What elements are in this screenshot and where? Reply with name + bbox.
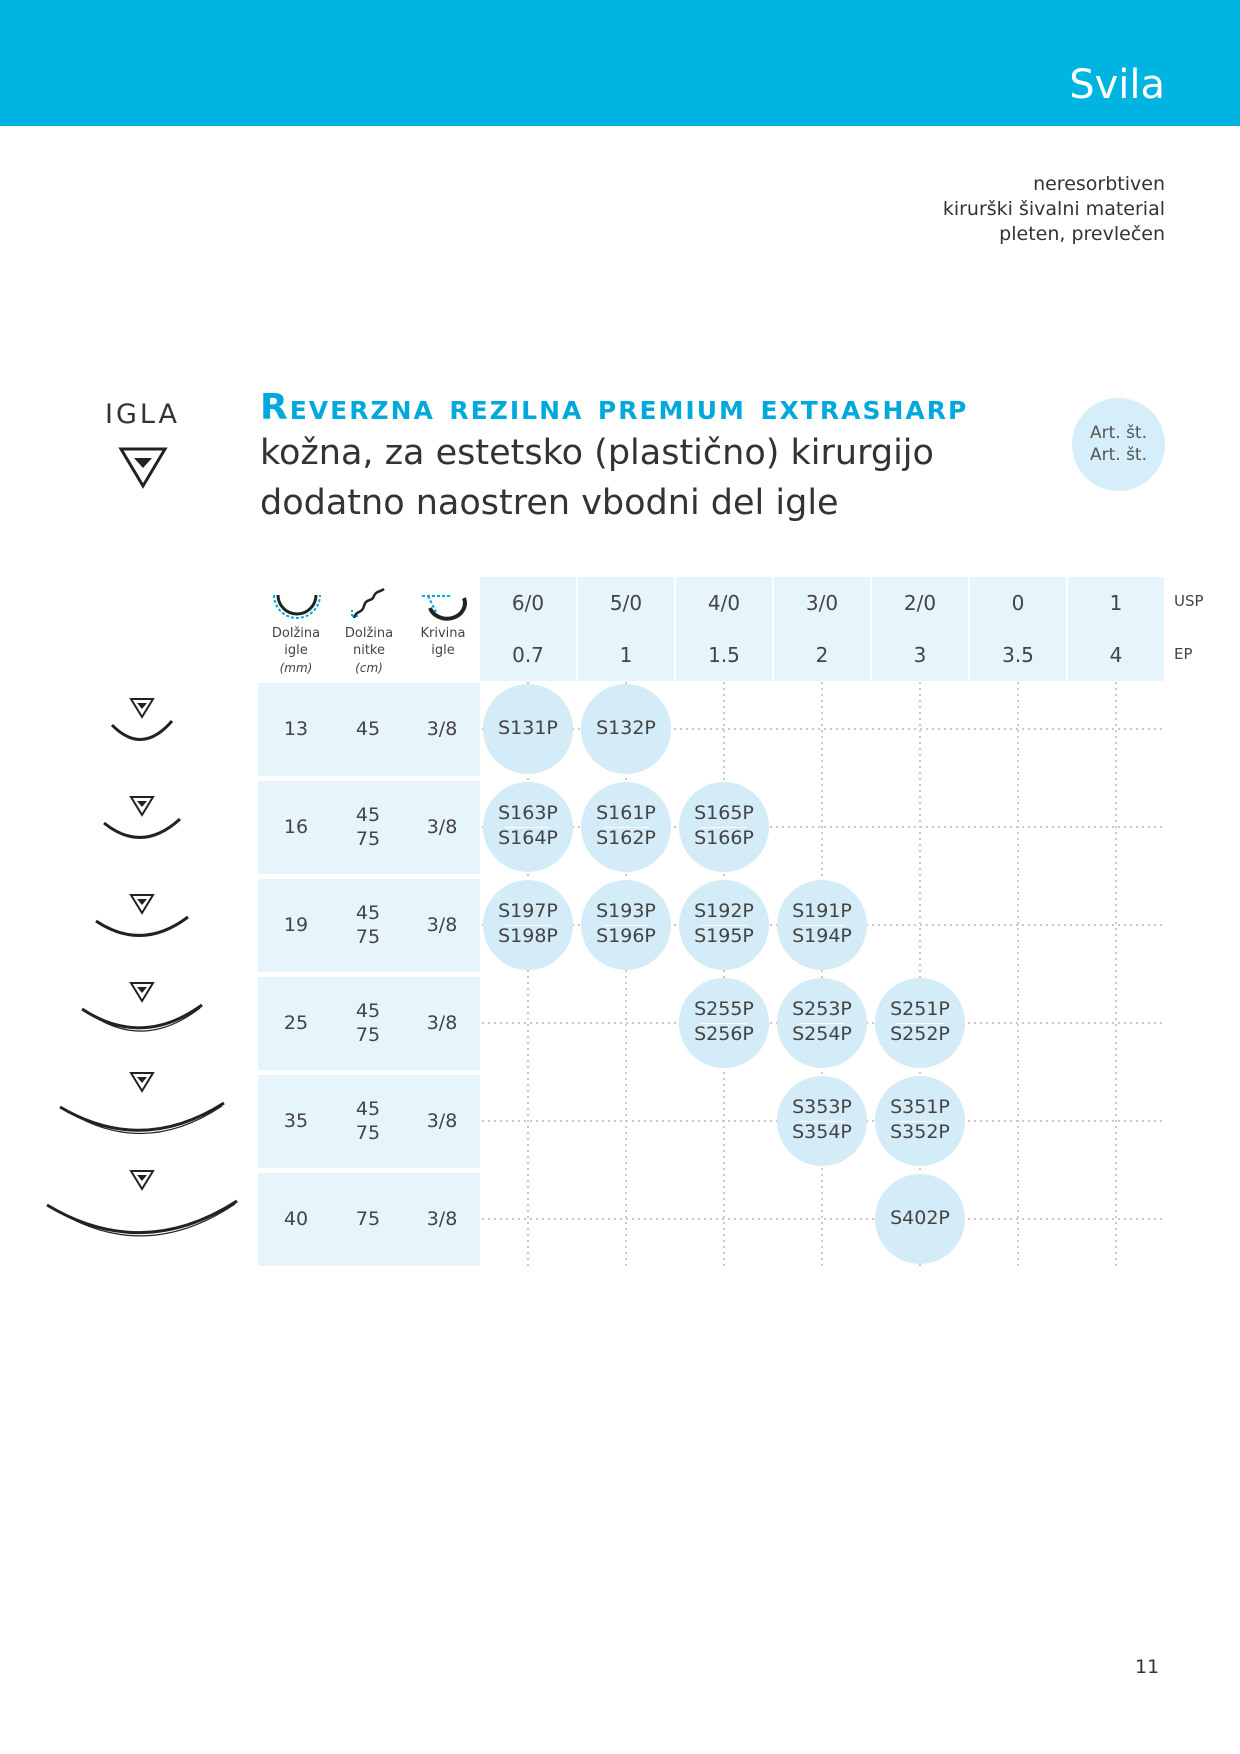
product-code-circle bbox=[581, 782, 671, 872]
curved-needle-icon bbox=[12, 679, 272, 779]
usp-size: 3/0 bbox=[805, 591, 839, 615]
header-line: igle bbox=[284, 643, 308, 658]
product-code: S196P bbox=[596, 925, 656, 947]
curvature-value: 3/8 bbox=[426, 1012, 458, 1034]
product-code-circle bbox=[679, 978, 769, 1068]
product-code-circle bbox=[483, 782, 573, 872]
product-code-circle bbox=[483, 880, 573, 970]
curvature-value: 3/8 bbox=[426, 816, 458, 838]
product-code: S256P bbox=[694, 1023, 754, 1045]
product-code-circle bbox=[679, 782, 769, 872]
needle-length-value: 35 bbox=[283, 1110, 309, 1132]
product-code: S354P bbox=[792, 1121, 852, 1143]
needle-length-value: 25 bbox=[283, 1012, 309, 1034]
product-code: S253P bbox=[792, 998, 852, 1020]
usp-size: 1 bbox=[1109, 591, 1123, 615]
product-code-circle bbox=[875, 1076, 965, 1166]
product-code: S194P bbox=[792, 925, 852, 947]
usp-size: 0 bbox=[1011, 591, 1025, 615]
product-code: S192P bbox=[694, 900, 754, 922]
ep-size: 1 bbox=[619, 643, 633, 667]
usp-size: 6/0 bbox=[511, 591, 545, 615]
product-code: S353P bbox=[792, 1096, 852, 1118]
header-line: Dolžina bbox=[344, 626, 394, 641]
product-code: S402P bbox=[890, 1207, 950, 1229]
curvature-value: 3/8 bbox=[426, 1110, 458, 1132]
header-line: Dolžina bbox=[271, 626, 321, 641]
product-code-circle bbox=[581, 880, 671, 970]
header-line: Krivina bbox=[420, 626, 466, 641]
product-code: S161P bbox=[596, 802, 656, 824]
needle-length-value: 40 bbox=[283, 1208, 309, 1230]
description-line: neresorbtiven bbox=[1033, 173, 1165, 195]
thread-length-value: 45 bbox=[355, 1000, 381, 1022]
needle-length-value: 13 bbox=[283, 718, 309, 740]
curved-needle-icon bbox=[12, 973, 272, 1073]
usp-size: 5/0 bbox=[609, 591, 643, 615]
usp-size: 4/0 bbox=[707, 591, 741, 615]
ep-size: 3.5 bbox=[1002, 643, 1034, 667]
product-line-2: dodatno naostren vbodni del igle bbox=[260, 483, 839, 523]
description-line: kirurški šivalni material bbox=[942, 198, 1165, 220]
thread-length-value: 45 bbox=[355, 804, 381, 826]
product-code: S165P bbox=[694, 802, 754, 824]
curvature-value: 3/8 bbox=[426, 1208, 458, 1230]
ep-size: 4 bbox=[1109, 643, 1123, 667]
product-code: S164P bbox=[498, 827, 558, 849]
ep-size: 3 bbox=[913, 643, 927, 667]
ep-size: 2 bbox=[815, 643, 829, 667]
product-code: S351P bbox=[890, 1096, 950, 1118]
curvature-value: 3/8 bbox=[426, 914, 458, 936]
thread-length-value: 75 bbox=[355, 828, 381, 850]
product-code: S131P bbox=[498, 717, 558, 739]
product-code: S132P bbox=[596, 717, 656, 739]
product-code-circle bbox=[875, 1174, 965, 1264]
product-code: S252P bbox=[890, 1023, 950, 1045]
product-code: S197P bbox=[498, 900, 558, 922]
curved-needle-icon bbox=[12, 1169, 272, 1269]
product-code-circle bbox=[875, 978, 965, 1068]
section-title: Svila bbox=[1069, 62, 1165, 108]
needle-label: IGLA bbox=[105, 399, 181, 430]
product-code: S254P bbox=[792, 1023, 852, 1045]
article-number-label: Art. št. bbox=[1089, 423, 1148, 443]
article-number-label: Art. št. bbox=[1089, 445, 1148, 465]
thread-length-value: 75 bbox=[355, 1122, 381, 1144]
thread-length-value: 45 bbox=[355, 1098, 381, 1120]
thread-length-value: 75 bbox=[355, 1208, 381, 1230]
product-code: S162P bbox=[596, 827, 656, 849]
product-code: S163P bbox=[498, 802, 558, 824]
usp-label: USP bbox=[1174, 592, 1204, 610]
product-code: S193P bbox=[596, 900, 656, 922]
page-number: 11 bbox=[1135, 1656, 1160, 1678]
curved-needle-icon bbox=[12, 1071, 272, 1171]
thread-length-value: 45 bbox=[355, 718, 381, 740]
curved-needle-icon bbox=[12, 875, 272, 975]
product-code: S255P bbox=[694, 998, 754, 1020]
thread-length-value: 75 bbox=[355, 926, 381, 948]
product-code: S191P bbox=[792, 900, 852, 922]
product-code-circle bbox=[483, 684, 573, 774]
product-title: Reverzna rezilna premium extrasharp bbox=[260, 387, 969, 428]
ep-size: 1.5 bbox=[708, 643, 740, 667]
thread-length-value: 75 bbox=[355, 1024, 381, 1046]
product-code-circle bbox=[777, 978, 867, 1068]
ep-size: 0.7 bbox=[512, 643, 544, 667]
thread-length-unit: (cm) bbox=[355, 661, 383, 675]
product-code: S195P bbox=[694, 925, 754, 947]
product-code: S198P bbox=[498, 925, 558, 947]
product-code: S166P bbox=[694, 827, 754, 849]
needle-length-value: 16 bbox=[283, 816, 309, 838]
header-line: igle bbox=[431, 643, 455, 658]
header-line: nitke bbox=[352, 643, 385, 658]
product-code-circle bbox=[581, 684, 671, 774]
curvature-value: 3/8 bbox=[426, 718, 458, 740]
curved-needle-icon bbox=[12, 777, 272, 877]
thread-length-value: 45 bbox=[355, 902, 381, 924]
needle-length-value: 19 bbox=[283, 914, 309, 936]
product-line-1: kožna, za estetsko (plastično) kirurgijo bbox=[260, 433, 934, 473]
needle-length-unit: (mm) bbox=[279, 661, 313, 675]
description-line: pleten, prevlečen bbox=[999, 223, 1165, 245]
product-code-circle bbox=[679, 880, 769, 970]
product-code: S352P bbox=[890, 1121, 950, 1143]
ep-label: EP bbox=[1174, 645, 1193, 663]
product-code: S251P bbox=[890, 998, 950, 1020]
usp-size: 2/0 bbox=[903, 591, 937, 615]
product-code-circle bbox=[777, 1076, 867, 1166]
product-code-circle bbox=[777, 880, 867, 970]
